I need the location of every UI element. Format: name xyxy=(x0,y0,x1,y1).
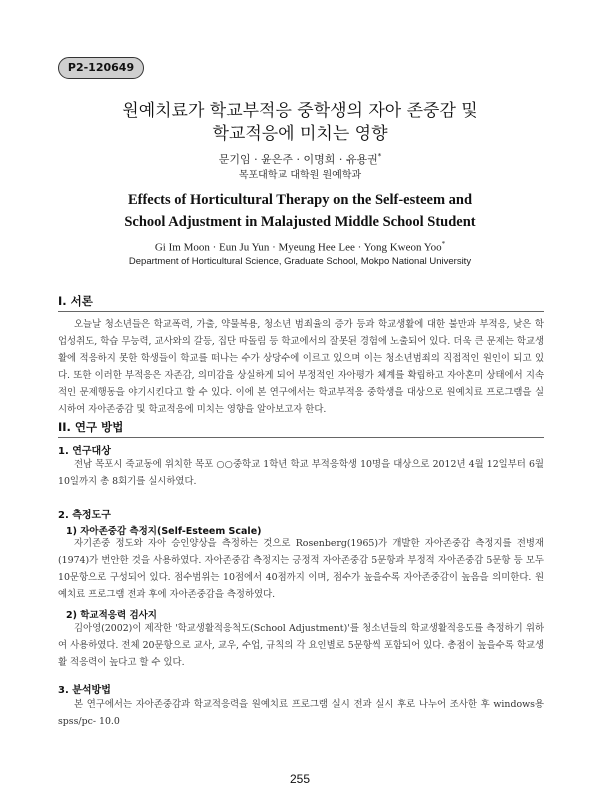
section-heading-introduction: I. 서론 xyxy=(58,294,93,308)
subsection-heading-subjects: 1. 연구대상 xyxy=(58,446,111,457)
title-en-line1: Effects of Horticultural Therapy on the Self-esteem and xyxy=(127,192,473,208)
section-heading-methods: II. 연구 방법 xyxy=(58,420,124,434)
title-en-line2: School Adjustment in Malajusted Middle School Student xyxy=(124,214,476,230)
subsection-heading-analysis: 3. 분석방법 xyxy=(58,685,111,696)
page-number: 255 xyxy=(289,772,311,786)
self-esteem-paragraph: 자기존중 정도와 자아 승인양상을 측정하는 것으로 Rosenberg(1965)가 개발한 자아존중감 측정지를 전병재(1974)가 번안한 것을 사용하였다. 자아존중감 측정지는 긍정적 자아존중감 5문항과 부정적 자아존중감 5문항 등 모두 10문항으로 구성되어 있다. 점수범위는 10점에서 40점까지 이며, 점수가 높을수록 자아존중감이 높음을 의미한다. 원예치료 프로그램 전과 후에 자아존중감을 측정하였다. xyxy=(58,538,544,600)
school-adjustment-paragraph: 김아영(2002)이 제작한 '학교생활적응척도(School Adjustment)'를 청소년들의 학교생활적응도를 측정하기 위하여 사용하였다. 전체 20문항으로 교사, 교우, 수업, 규칙의 각 요인별로 5문항씩 포함되어 있다. 총점이 높을수록 학교생활 적응력이 높다고 할 수 있다. xyxy=(58,623,544,668)
paper-id-badge: P2-120649 xyxy=(58,57,144,79)
title-ko-line2: 학교적응에 미치는 영향 xyxy=(212,124,388,144)
title-ko-line1: 원예치료가 학교부적응 중학생의 자아 존중감 및 xyxy=(122,101,478,121)
authors-en: Gi Im Moon · Eun Ju Yun · Myeung Hee Lee · Yong Kweon Yoo* xyxy=(154,240,446,254)
item-heading-self-esteem: 1) 자아존중감 측정지(Self-Esteem Scale) xyxy=(66,526,262,537)
subjects-paragraph: 전남 목포시 죽교동에 위치한 목포 ○○중학교 1학년 학교 부적응학생 10명을 대상으로 2012년 4월 12일부터 6월 10일까지 총 8회기를 실시하였다. xyxy=(58,459,544,487)
affiliation-en: Department of Horticultural Science, Graduate School, Mokpo National University xyxy=(128,256,472,267)
subsection-heading-instruments: 2. 측정도구 xyxy=(58,510,111,521)
analysis-paragraph: 본 연구에서는 자아존중감과 학교적응력을 원예치료 프로그램 실시 전과 실시 후로 나누어 조사한 후 windows용 spss/pc- 10.0 xyxy=(58,699,544,727)
item-heading-school-adjustment: 2) 학교적응력 검사지 xyxy=(66,610,157,621)
introduction-paragraph: 오늘날 청소년들은 학교폭력, 가출, 약물복용, 청소년 범죄율의 증가 등과 학교생활에 대한 불만과 부적응, 낮은 학업성취도, 학습 무능력, 교사와의 갈등, 집단 따돌림 등 학교에서의 잘못된 경험에 노출되어 있다. 더욱 큰 문제는 학교생활에 적응하지 못한 학생들이 학교를 떠나는 수가 상당수에 이르고 있으며 이는 청소년범죄의 직접적인 원인이 되고 있다. 또한 이러한 부적응은 자존감, 의미감을 상실하게 되어 부정적인 자아평가 체계를 확립하고 자아혼미 상태에서 지속적인 문제행동을 야기시킨다고 할 수 있다. 이에 본 연구에서는 학교부적응 중학생을 대상으로 원예치료 프로그램을 실시하여 자아존중감 및 학교적응에 미치는 영향을 알아보고자 한다. xyxy=(58,319,544,415)
section-rule xyxy=(58,437,544,438)
affiliation-ko: 목포대학교 대학원 원예학과 xyxy=(238,170,362,181)
section-rule xyxy=(58,311,544,312)
authors-ko: 문기임 · 윤은주 · 이명희 · 유용권* xyxy=(218,152,382,166)
